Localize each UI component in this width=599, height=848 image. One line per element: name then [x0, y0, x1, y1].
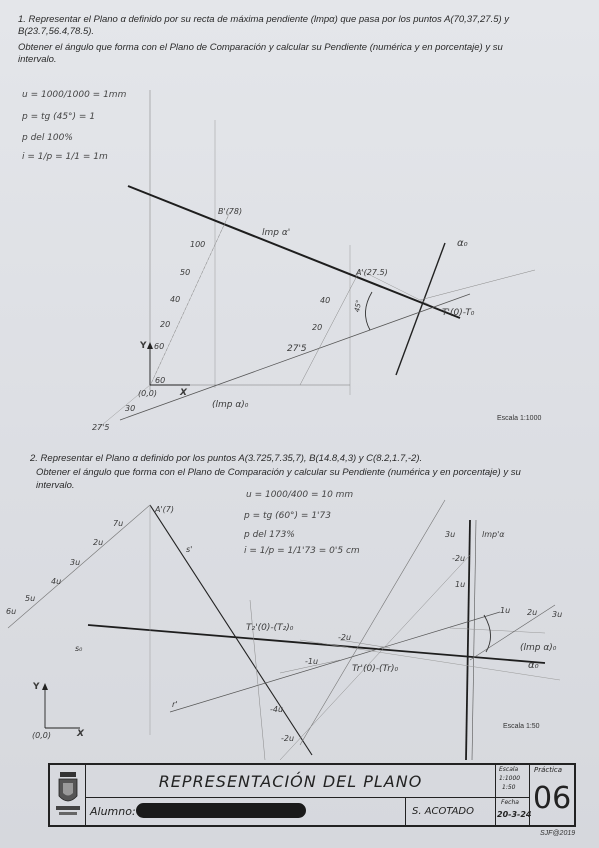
p2-label-r1: 1u: [500, 606, 511, 615]
p1-label-50: 50: [180, 268, 191, 277]
p2-label-lmp0: (lmp α)₀: [520, 643, 557, 653]
redacted-name: [136, 803, 306, 818]
p1-label-a-prime: A'(27.5): [356, 268, 388, 277]
p1-label-275b: 27'5: [92, 423, 110, 432]
p1-label-275: 27'5: [287, 344, 307, 354]
p2-label-m2u: -2u: [338, 633, 352, 642]
problem2-statement-line2: Obtener el ángulo que forma con el Plano de Comparación y calcular su Pendiente (numérica y en porcentaje) y su: [36, 467, 521, 478]
p2-label-m2b: -2u: [281, 734, 295, 743]
p2-label-lmp-prime: lmp'α: [482, 530, 505, 539]
problem2-note-unit: u = 1000/400 = 10 mm: [246, 490, 354, 500]
coat-of-arms-icon: [51, 766, 85, 824]
p2-label-3u-right: 3u: [445, 530, 456, 539]
scale-value-2: 1:50: [502, 784, 516, 791]
scale-cell: [496, 765, 530, 798]
p2-label-r-prime: r': [172, 700, 178, 709]
p1-label-100: 100: [190, 240, 206, 249]
scale-value-1: 1:1000: [499, 775, 521, 782]
p2-label-alpha0: α₀: [528, 660, 539, 671]
problem1-note-slope: p = tg (45°) = 1: [22, 112, 96, 122]
p1-axis-x: X: [180, 388, 187, 398]
problem1-statement-line4: intervalo.: [18, 54, 57, 65]
p2-label-m2c: -2u: [452, 554, 466, 563]
p1-label-lmp0: (lmp α)₀: [212, 400, 249, 410]
p2-scale: Escala 1:50: [503, 723, 540, 730]
problem1-statement-line2: B(23.7,56.4,78.5).: [18, 26, 95, 37]
p1-label-alpha0: α₀: [457, 238, 468, 249]
p2-label-r3: 3u: [552, 610, 563, 619]
p2-label-2u: 2u: [93, 538, 104, 547]
p2-origin: (0,0): [32, 731, 51, 740]
author: S. ACOTADO: [412, 806, 475, 817]
p2-label-m1u: -1u: [305, 657, 319, 666]
p2-label-4u: 4u: [51, 577, 62, 586]
drawing-title: REPRESENTACIÓN DEL PLANO: [158, 772, 423, 791]
p1-label-20: 20: [160, 320, 171, 329]
p1-label-20b: 20: [312, 323, 323, 332]
student-label: Alumno:: [90, 805, 136, 818]
emblem-cell: [50, 765, 86, 825]
p1-label-b-prime: B'(78): [218, 207, 243, 216]
p2-label-t2: T₂'(0)-(T₂)₀: [246, 623, 294, 633]
p1-axis-y: Y: [140, 341, 147, 351]
p1-label-lmp-prime: lmp α': [262, 228, 291, 238]
problem2-note-slope: p = tg (60°) = 1'73: [244, 511, 331, 521]
p2-label-s0: s₀: [75, 644, 83, 653]
problem2-statement-line1: 2. Representar el Plano α definido por los puntos A(3.725,7.35,7), B(14.8,4,3) y C(8.2,1.7,-2).: [30, 453, 423, 464]
footer-signature: SJF@2019: [540, 830, 576, 837]
practice-label: Práctica: [534, 766, 563, 774]
p2-label-6u: 6u: [6, 607, 17, 616]
p2-label-tr: Tr'(0)-(Tr)₀: [352, 664, 399, 674]
p2-label-3u: 3u: [70, 558, 81, 567]
p2-label-m4u: -4u: [270, 705, 284, 714]
p1-origin: (0,0): [138, 389, 157, 398]
date-cell: [496, 798, 530, 825]
problem1-note-percent: p del 100%: [22, 133, 73, 143]
problem1-note-interval: i = 1/p = 1/1 = 1m: [22, 152, 108, 162]
problem1-statement-line1: 1. Representar el Plano α definido por su recta de máxima pendiente (lmpα) que pasa por los puntos A(70,37,27.5) y: [18, 14, 510, 25]
p2-label-s-prime: s': [186, 545, 193, 554]
title-cell: [86, 765, 496, 798]
date-value: 20-3-24: [497, 810, 532, 819]
p1-label-40b: 40: [320, 296, 331, 305]
p2-label-r2: 2u: [527, 608, 538, 617]
p2-axis-y: Y: [33, 682, 40, 692]
p2-label-7u: 7u: [113, 519, 124, 528]
problem1-note-unit: u = 1000/1000 = 1mm: [22, 90, 127, 100]
p2-label-5u: 5u: [25, 594, 36, 603]
scale-label: Escala: [499, 766, 519, 773]
p2-label-1u: 1u: [455, 580, 466, 589]
problem2-note-percent: p del 173%: [244, 530, 295, 540]
p1-label-60: 60: [154, 342, 165, 351]
student-cell: [86, 798, 406, 825]
p1-label-60b: 60: [155, 376, 166, 385]
p1-scale: Escala 1:1000: [497, 415, 542, 422]
author-cell: [406, 798, 496, 825]
date-label: Fecha: [501, 799, 519, 806]
p1-label-30: 30: [125, 404, 136, 413]
problem2-note-interval: i = 1/p = 1/1'73 = 0'5 cm: [244, 546, 360, 556]
p1-label-t: T'(0)-T₀: [442, 308, 475, 318]
problem1-statement-line3: Obtener el ángulo que forma con el Plano de Comparación y calcular su Pendiente (numérica y en porcentaje) y su: [18, 42, 503, 53]
title-block: [48, 763, 576, 827]
p2-label-a-prime: A'(7): [155, 505, 175, 514]
practice-number: 06: [533, 781, 572, 816]
practice-cell: [530, 765, 574, 825]
p2-axis-x: X: [77, 729, 84, 739]
p1-label-angle: 45°: [353, 299, 364, 313]
p1-label-40: 40: [170, 295, 181, 304]
problem2-statement-line3: intervalo.: [36, 480, 75, 491]
